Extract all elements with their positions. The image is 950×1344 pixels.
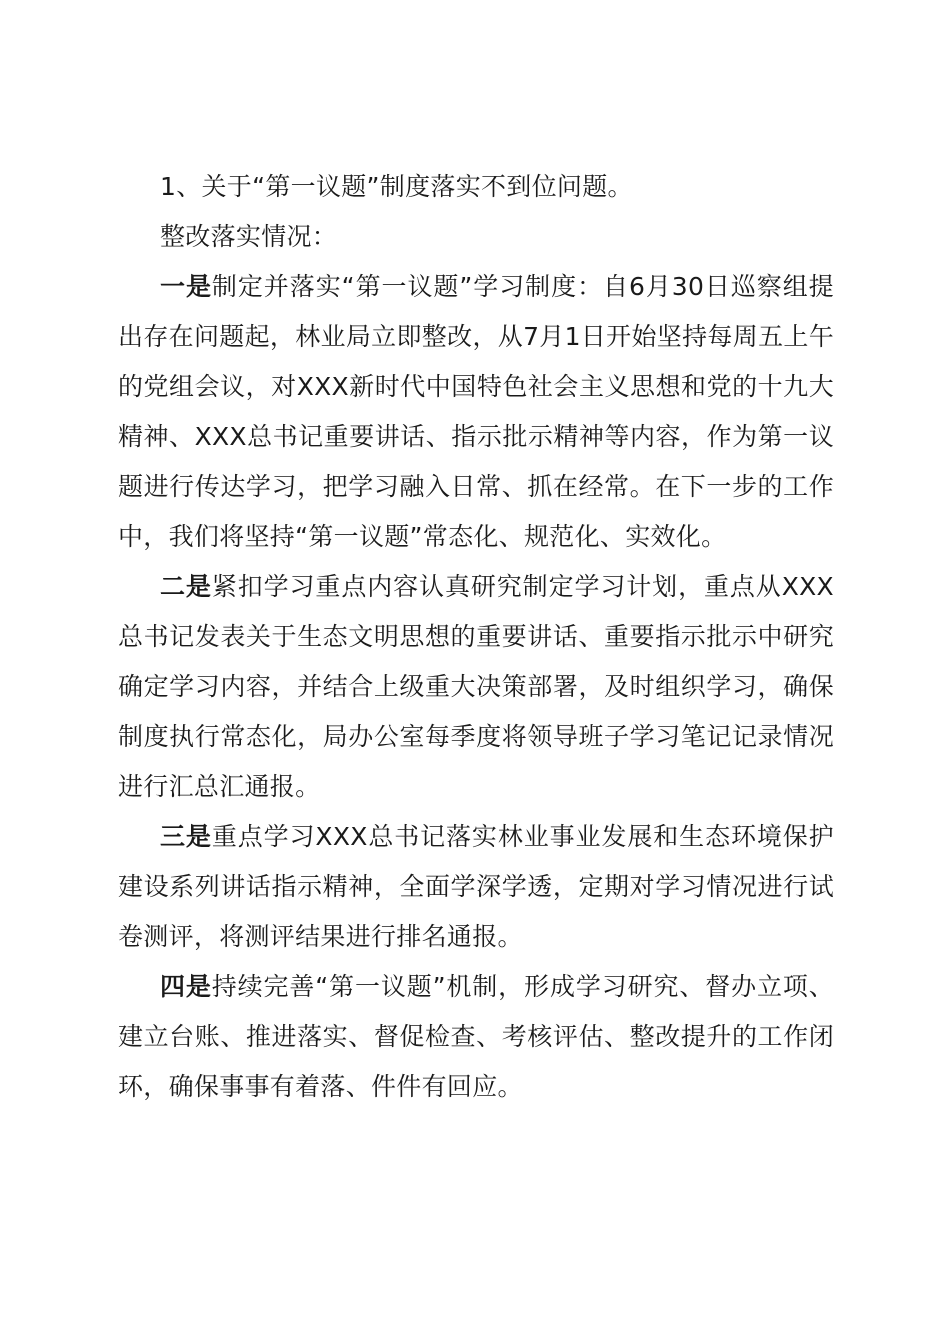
rectification-item-1 <box>118 262 834 562</box>
item-text: 制定并落实“第一议题”学习制度：自6月30日巡察组提出存在问题起，林业局立即整改，从7月1日开始坚持每周五上午的党组会议，对XXX新时代中国特色社会主义思想和党的十九大精神、XXX总书记重要讲话、指示批示精神等内容，作为第一议题进行传达学习，把学习融入日常、抓在经常。在下一步的工作中，我们将坚持“第一议题”常态化、规范化、实效化。 <box>118 272 834 551</box>
rectification-item-2 <box>118 562 834 812</box>
item-text: 持续完善“第一议题”机制，形成学习研究、督办立项、建立台账、推进落实、督促检查、考核评估、整改提升的工作闭环，确保事事有着落、件件有回应。 <box>118 972 835 1101</box>
item-lead: 二是 <box>160 572 212 601</box>
item-text: 紧扣学习重点内容认真研究制定学习计划，重点从XXX总书记发表关于生态文明思想的重要讲话、重要指示批示中研究确定学习内容，并结合上级重大决策部署，及时组织学习，确保制度执行常态化，局办公室每季度将领导班子学习笔记记录情况进行汇总汇通报。 <box>118 572 834 801</box>
rectification-item-4 <box>118 962 834 1112</box>
item-lead: 四是 <box>160 972 212 1001</box>
item-text: 重点学习XXX总书记落实林业事业发展和生态环境保护建设系列讲话指示精神，全面学深学透，定期对学习情况进行试卷测评，将测评结果进行排名通报。 <box>118 822 834 951</box>
section-subheading: 整改落实情况： <box>160 222 338 251</box>
item-lead: 一是 <box>160 272 212 301</box>
item-lead: 三是 <box>160 822 212 851</box>
section-heading: 1、关于“第一议题”制度落实不到位问题。 <box>160 172 633 201</box>
rectification-item-3 <box>118 812 834 962</box>
document-body <box>118 162 834 1112</box>
